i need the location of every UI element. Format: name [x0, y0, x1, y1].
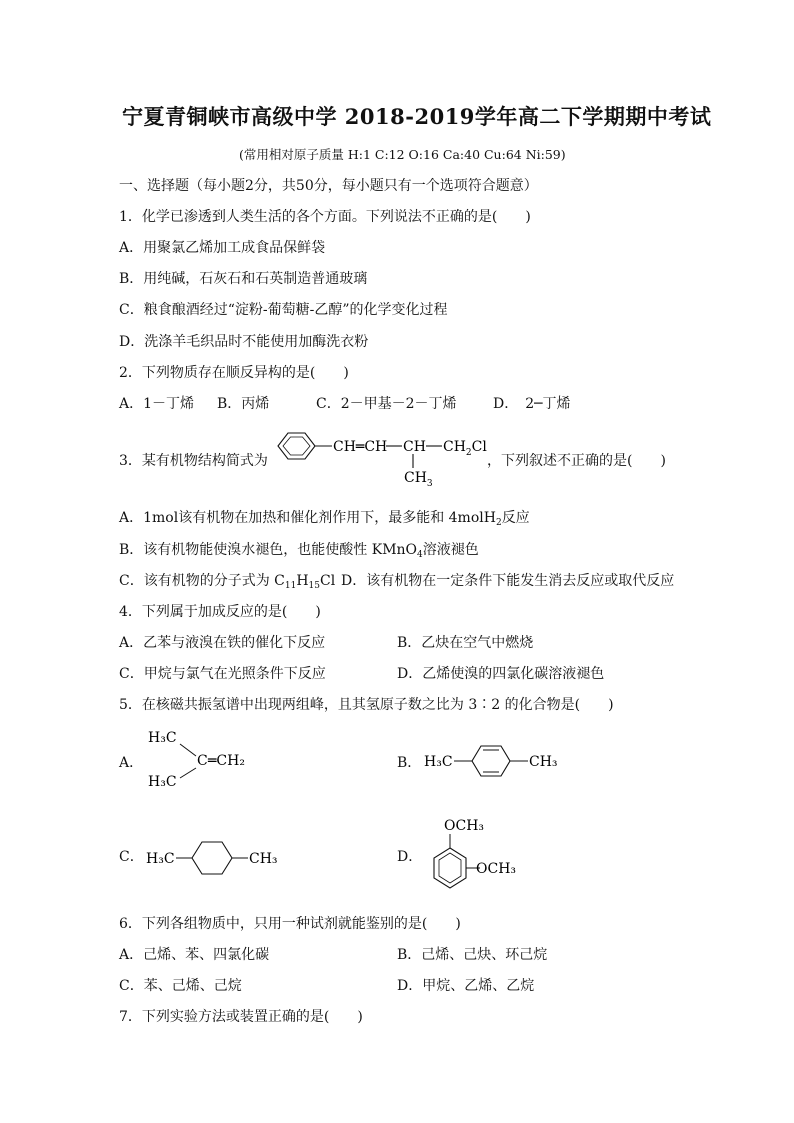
q2-option-b: B．丙烯 — [217, 396, 270, 412]
q2-option-c: C．2－甲基－2－丁烯 — [316, 396, 457, 412]
section-heading: 一、选择题（每小题2分，共50分，每小题只有一个选项符合题意） — [119, 178, 538, 194]
q4-option-b: B．乙炔在空气中燃烧 — [397, 635, 534, 651]
q4-option-d: D．乙烯使溴的四氯化碳溶液褪色 — [397, 666, 605, 682]
ch3-label: $CH_3$ — [404, 470, 433, 488]
h3c-label: H₃C — [424, 754, 453, 770]
q3-option-a: A．1mol该有机物在加热和催化剂作用下，最多能和 4molH$_2$反应 — [119, 510, 530, 528]
ch3-label: CH₃ — [529, 754, 558, 770]
bond — [180, 744, 196, 756]
q1-option-b: B．用纯碱，石灰石和石英制造普通玻璃 — [119, 271, 368, 287]
q5-a-structure — [144, 724, 284, 796]
q6-option-b: B．己烯、己炔、环己烷 — [397, 947, 548, 963]
q6-option-a: A．己烯、苯、四氯化碳 — [119, 947, 270, 963]
q3-option-b: B．该有机物能使溴水褪色，也能使酸性 KMnO$_4$溶液褪色 — [119, 542, 479, 560]
och3-top-label: OCH₃ — [444, 818, 485, 834]
q1-stem: 1．化学已渗透到人类生活的各个方面。下列说法不正确的是( ) — [119, 209, 531, 225]
cyclohexane-ring — [192, 842, 232, 874]
q3-option-c: C．该有机物的分子式为 $C_{11}H_{15}Cl$ — [119, 573, 336, 591]
q5-stem: 5．在核磁共振氢谱中出现两组峰，且其氢原子数之比为 3∶2 的化合物是( ) — [119, 697, 614, 713]
q5-option-d: D． — [397, 849, 423, 865]
q1-option-a: A．用聚氯乙烯加工成食品保鲜袋 — [119, 240, 326, 256]
q2-option-d: D． 2─丁烯 — [493, 396, 571, 412]
ch-eq-ch-label: CH═CH — [333, 439, 388, 455]
q5-b-structure — [420, 736, 570, 784]
q3-stem-start: 3．某有机物结构简式为 — [119, 453, 268, 469]
q1-option-c: C．粮食酿酒经过“淀粉-葡萄糖-乙醇”的化学变化过程 — [119, 302, 448, 318]
q3-structure — [268, 424, 490, 488]
q1-option-d: D．洗涤羊毛织品时不能使用加酶洗衣粉 — [119, 334, 369, 350]
q4-stem: 4．下列属于加成反应的是( ) — [119, 604, 321, 620]
och3-right-label: OCH₃ — [476, 861, 517, 877]
ch2cl-label: $CH_2Cl$ — [443, 439, 487, 458]
q5-option-c: C． — [119, 849, 144, 865]
carbon-label: C — [197, 753, 208, 769]
atomic-mass-note: (常用相对原子质量 H:1 C:12 O:16 Ca:40 Cu:64 Ni:59) — [239, 147, 566, 162]
benzene-inner-ring — [283, 437, 310, 455]
q5-option-b: B． — [397, 755, 422, 771]
q3-stem-end: ，下列叙述不正确的是( ) — [487, 453, 666, 469]
q6-stem: 6．下列各组物质中，只用一种试剂就能鉴别的是( ) — [119, 916, 461, 932]
q4-option-a: A．乙苯与液溴在铁的催化下反应 — [119, 635, 326, 651]
q5-option-a: A． — [119, 755, 144, 771]
ch-label: CH — [403, 439, 426, 455]
h3c-bottom-label: H₃C — [148, 774, 177, 790]
page-title: 宁夏青铜峡市高级中学 2018-2019学年高二下学期期中考试 — [122, 104, 712, 129]
bond — [180, 768, 196, 778]
q6-option-c: C．苯、己烯、己烷 — [119, 978, 242, 994]
q2-stem: 2．下列物质存在顺反异构的是( ) — [119, 365, 349, 381]
h3c-label: H₃C — [146, 851, 175, 867]
q7-stem: 7．下列实验方法或装置正确的是( ) — [119, 1009, 363, 1025]
q6-option-d: D．甲烷、乙烯、乙烷 — [397, 978, 535, 994]
q3-option-d: D．该有机物在一定条件下能发生消去反应或取代反应 — [341, 573, 675, 589]
q2-option-a: A．1－丁烯 — [119, 396, 195, 412]
ch2-label: ═CH₂ — [208, 753, 245, 769]
benzene-inner-ring — [439, 853, 461, 883]
q5-c-structure — [144, 830, 284, 882]
ch3-label: CH₃ — [249, 851, 278, 867]
q5-d-structure — [414, 812, 554, 892]
h3c-top-label: H₃C — [148, 730, 177, 746]
q4-option-c: C．甲烷与氯气在光照条件下反应 — [119, 666, 326, 682]
